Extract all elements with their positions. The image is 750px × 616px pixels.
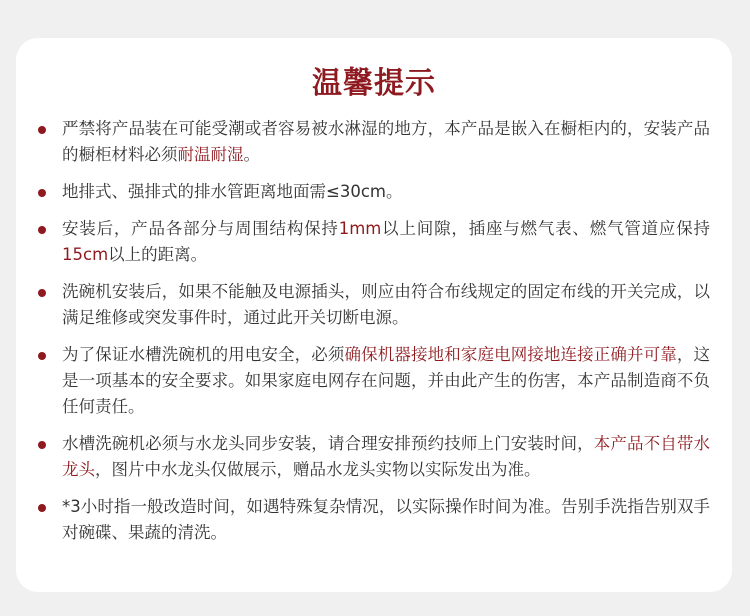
notice-text: 以上间隙，插座与燃气表、燃气管道应保持	[381, 219, 711, 238]
notice-text: 地排式、强排式的排水管距离地面需≤30cm。	[62, 182, 403, 201]
notice-item	[16, 494, 732, 546]
notice-text: ，图片中水龙头仅做展示，赠品水龙头实物以实际发出为准。	[95, 460, 541, 479]
notice-item	[16, 179, 732, 205]
notice-text: *3小时指一般改造时间，如遇特殊复杂情况，以实际操作时间为准。告别手洗指告别双手对碗碟、果蔬的清洗。	[62, 497, 710, 542]
notice-text: 水槽洗碗机必须与水龙头同步安装，请合理安排预约技师上门安装时间，	[62, 434, 594, 453]
notice-text: 严禁将产品装在可能受潮或者容易被水淋湿的地方，本产品是嵌入在橱柜内的，安装产品的橱柜材料必须	[62, 119, 710, 164]
notice-list	[16, 116, 732, 557]
highlight-text: 本产品不自带水龙头	[62, 434, 711, 479]
bullet-dot-icon	[38, 126, 46, 134]
notice-item	[16, 342, 732, 420]
notice-text: ，这是一项基本的安全要求。如果家庭电网存在问题，并由此产生的伤害，本产品制造商不负任何责任。	[62, 345, 711, 416]
bullet-dot-icon	[38, 352, 46, 360]
highlight-text: 15cm	[62, 245, 109, 264]
notice-item	[16, 216, 732, 268]
notice-item	[16, 431, 732, 483]
notice-item	[16, 279, 732, 331]
notice-text: 以上的距离。	[108, 245, 208, 264]
notice-card	[16, 38, 732, 592]
notice-text: 为了保证水槽洗碗机的用电安全，必须	[62, 345, 345, 364]
bullet-dot-icon	[38, 189, 46, 197]
notice-item	[16, 116, 732, 168]
highlight-text: 耐温耐湿	[177, 145, 244, 164]
notice-text: 。	[243, 145, 260, 164]
bullet-dot-icon	[38, 441, 46, 449]
notice-text: 安装后，产品各部分与周围结构保持	[62, 219, 339, 238]
notice-title: 温馨提示	[312, 66, 436, 101]
bullet-dot-icon	[38, 289, 46, 297]
notice-text: 洗碗机安装后，如果不能触及电源插头，则应由符合布线规定的固定布线的开关完成，以满足维修或突发事件时，通过此开关切断电源。	[62, 282, 710, 327]
bullet-dot-icon	[38, 504, 46, 512]
highlight-text: 1mm	[338, 219, 382, 238]
bullet-dot-icon	[38, 226, 46, 234]
highlight-text: 确保机器接地和家庭电网接地连接正确并可靠	[344, 345, 677, 364]
